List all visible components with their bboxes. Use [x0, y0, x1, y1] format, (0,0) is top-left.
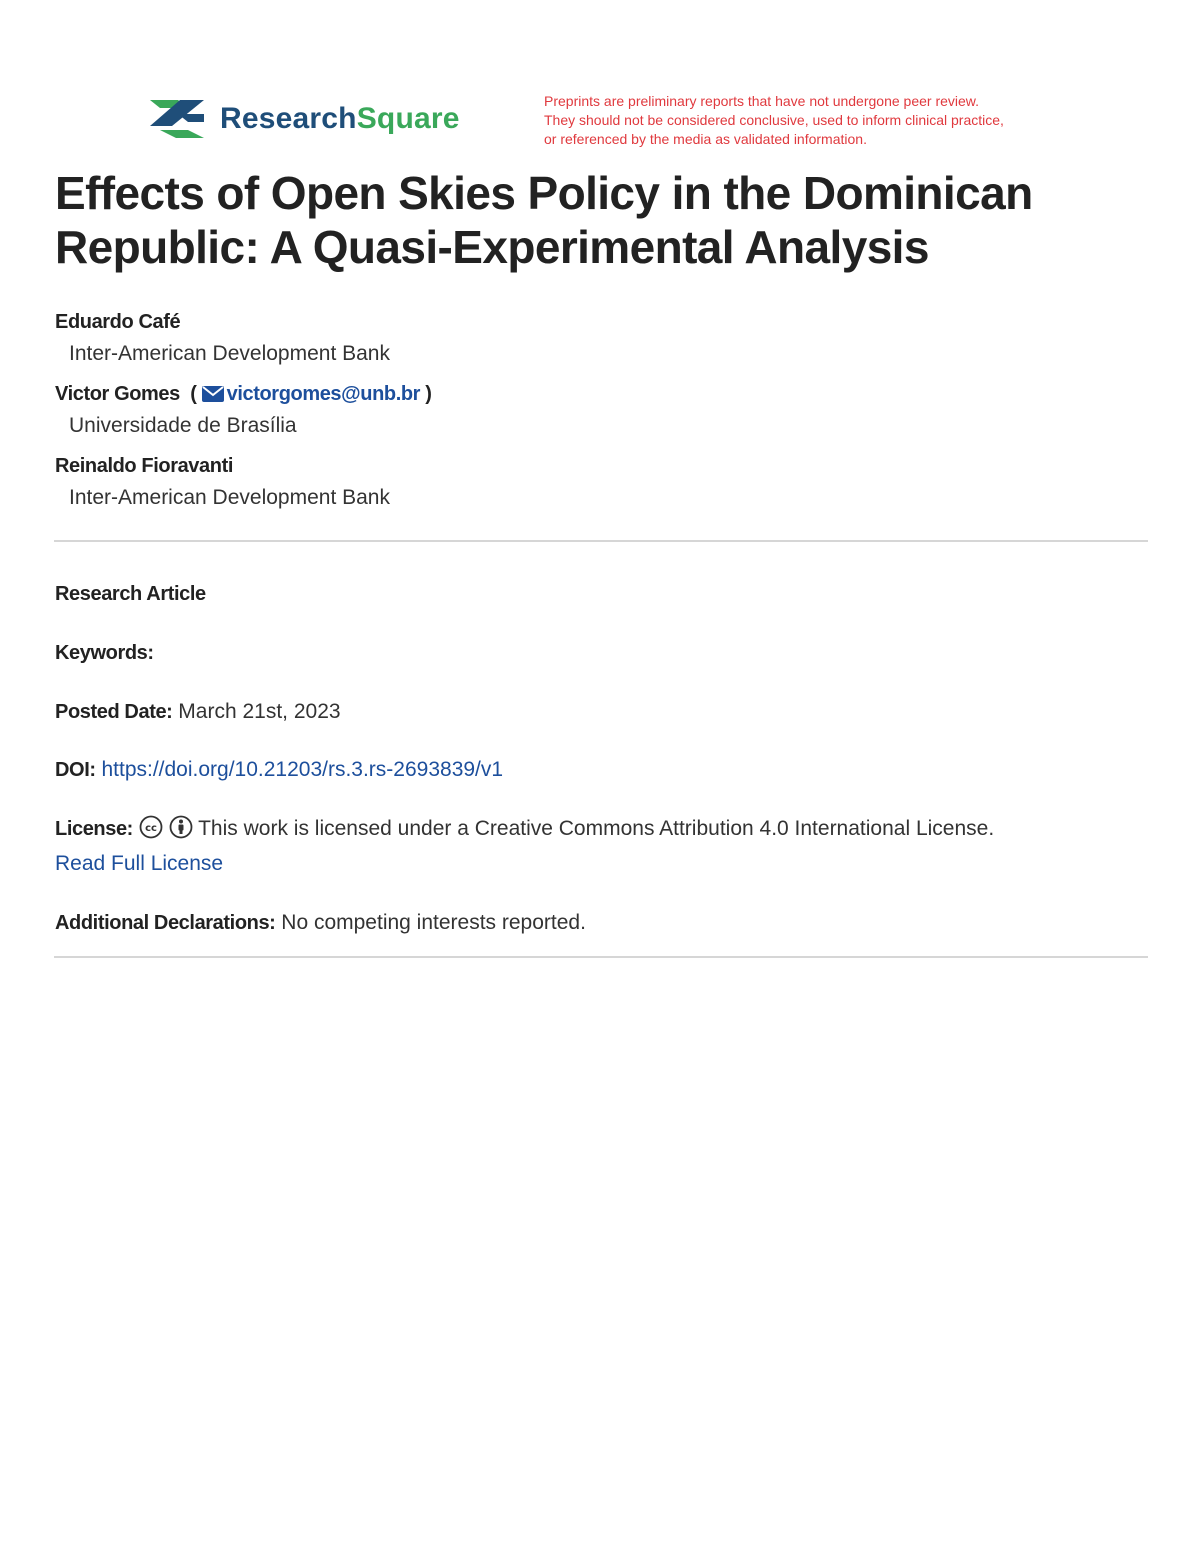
research-square-logo-icon: [148, 96, 206, 142]
declarations-row: [55, 908, 586, 938]
author-email: victorgomes@unb.br: [226, 383, 421, 405]
author-name: Eduardo Café: [55, 311, 181, 333]
author-name: Reinaldo Fioravanti: [55, 455, 233, 477]
logo-word-square: Square: [356, 102, 460, 135]
keywords-label: Keywords:: [55, 642, 154, 664]
envelope-icon: [202, 386, 224, 402]
article-type-label: Research Article: [55, 583, 206, 605]
logo-word-research: Research: [220, 102, 357, 135]
author-affiliation: Inter-American Development Bank: [69, 486, 390, 509]
author-list: [55, 308, 1055, 524]
license-text: This work is licensed under a Creative Commons Attribution 4.0 International License.: [198, 817, 995, 840]
doi-label: DOI:: [55, 759, 96, 781]
author-affiliation: Universidade de Brasília: [69, 414, 297, 437]
read-license-row: [55, 849, 223, 879]
license-label: License:: [55, 818, 133, 840]
disclaimer-line: or referenced by the media as validated information.: [544, 131, 867, 147]
declarations-value: No competing interests reported.: [281, 911, 586, 934]
disclaimer-line: They should not be considered conclusive, used to inform clinical practice,: [544, 112, 1004, 128]
read-full-license-link[interactable]: Read Full License: [55, 852, 224, 875]
article-type: [55, 579, 206, 609]
preprint-disclaimer: [544, 92, 1104, 149]
author-name: Victor Gomes: [55, 383, 180, 405]
posted-date-label: Posted Date:: [55, 701, 173, 723]
research-square-logo[interactable]: [148, 96, 460, 142]
author-affiliation: Inter-American Development Bank: [69, 342, 390, 365]
author-name-with-email: Victor Gomes ( victorgomes@unb.br ): [55, 383, 432, 405]
license-row: [55, 814, 994, 844]
doi-row: [55, 755, 503, 785]
title-line: Republic: A Quasi-Experimental Analysis: [55, 221, 929, 273]
keywords-row: [55, 638, 154, 668]
posted-date-value: March 21st, 2023: [178, 700, 341, 723]
creative-commons-icon: [139, 815, 163, 839]
disclaimer-line: Preprints are preliminary reports that have not undergone peer review.: [544, 93, 980, 109]
section-divider: [54, 540, 1148, 542]
section-divider: [54, 956, 1148, 958]
posted-date-row: [55, 697, 341, 727]
declarations-label: Additional Declarations:: [55, 912, 276, 934]
paper-title: [55, 166, 1055, 274]
title-line: Effects of Open Skies Policy in the Dominican: [55, 167, 1033, 219]
author-email-link[interactable]: [202, 383, 426, 405]
svg-text:cc: cc: [144, 823, 157, 834]
attribution-icon: [169, 815, 193, 839]
doi-link[interactable]: https://doi.org/10.21203/rs.3.rs-2693839/v1: [101, 758, 504, 781]
